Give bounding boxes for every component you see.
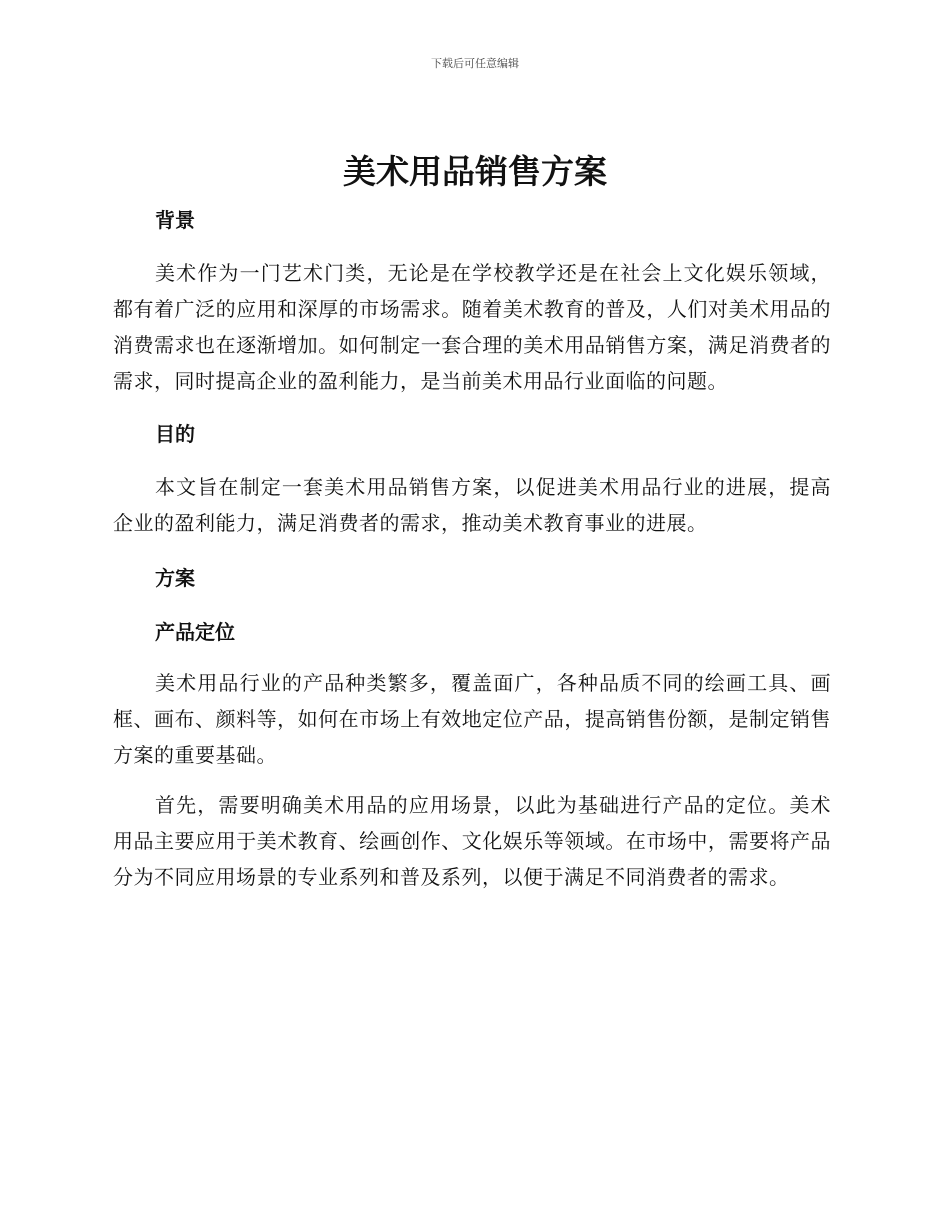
paragraph-positioning-1: 美术用品行业的产品种类繁多，覆盖面广，各种品质不同的绘画工具、画框、画布、颜料等，如何在市场上有效地定位产品，提高销售份额，是制定销售方案的重要基础。 [113, 671, 831, 767]
paragraph-goal: 本文旨在制定一套美术用品销售方案，以促进美术用品行业的进展，提高企业的盈利能力，满足消费者的需求，推动美术教育事业的进展。 [113, 475, 831, 535]
heading-product-positioning: 产品定位 [155, 620, 235, 644]
document-body [113, 196, 831, 895]
document-title: 美术用品销售方案 [343, 152, 607, 191]
heading-goal: 目的 [155, 422, 195, 446]
heading-background: 背景 [155, 208, 195, 232]
paragraph-positioning-2: 首先，需要明确美术用品的应用场景，以此为基础进行产品的定位。美术用品主要应用于美术教育、绘画创作、文化娱乐等领域。在市场中，需要将产品分为不同应用场景的专业系列和普及系列，以便于满足不同消费者的需求。 [113, 793, 831, 889]
paragraph-background: 美术作为一门艺术门类，无论是在学校教学还是在社会上文化娱乐领域，都有着广泛的应用和深厚的市场需求。随着美术教育的普及，人们对美术用品的消费需求也在逐渐增加。如何制定一套合理的美术用品销售方案，满足消费者的需求，同时提高企业的盈利能力，是当前美术用品行业面临的问题。 [113, 261, 831, 393]
heading-plan: 方案 [155, 566, 195, 590]
header-note: 下载后可任意编辑 [431, 57, 519, 70]
